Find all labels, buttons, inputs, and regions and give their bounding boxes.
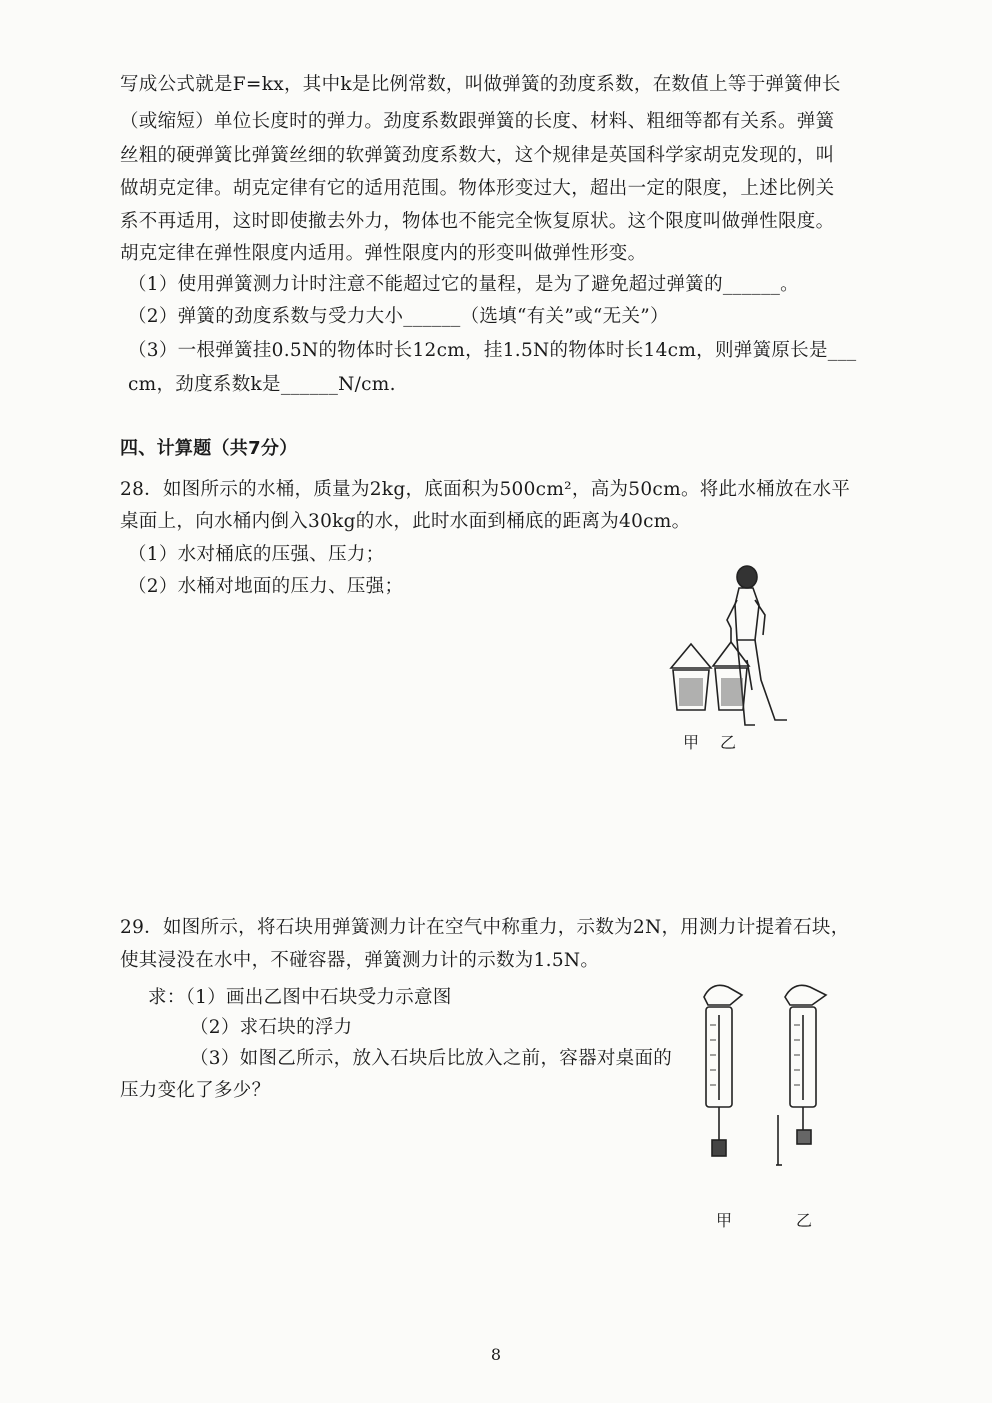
passage-line-5: 系不再适用，这时即使撤去外力，物体也不能完全恢复原状。这个限度叫做弹性限度。: [120, 211, 835, 232]
q27-sub1: （1）使用弹簧测力计时注意不能超过它的量程，是为了避免超过弹簧的______。: [128, 274, 799, 295]
q28-fig-label-b: 乙: [720, 733, 737, 752]
spring-scale-drawing: [690, 975, 840, 1190]
section-heading: 四、计算题（共7分）: [120, 438, 298, 459]
q28-line-2: 桌面上，向水桶内倒入30kg的水，此时水面到桶底的距离为40cm。: [120, 511, 691, 532]
q28-fig-label-a: 甲: [683, 733, 700, 752]
q28-sub1: （1）水对桶底的压强、压力；: [128, 544, 385, 565]
passage-line-2: （或缩短）单位长度时的弹力。劲度系数跟弹簧的长度、材料、粗细等都有关系。弹簧: [120, 111, 835, 132]
bucket-figure: [655, 560, 815, 735]
passage-line-1: 写成公式就是F=kx，其中k是比例常数，叫做弹簧的劲度系数，在数值上等于弹簧伸长: [120, 74, 841, 95]
q27-sub3b: cm，劲度系数k是______N/cm.: [128, 374, 396, 395]
q29-req3a: （3）如图乙所示，放入石块后比放入之前，容器对桌面的: [190, 1048, 673, 1069]
q29-req2: （2）求石块的浮力: [190, 1017, 353, 1038]
page-number: 8: [490, 1345, 502, 1364]
q29-line-1: 29．如图所示，将石块用弹簧测力计在空气中称重力，示数为2N，用测力计提着石块，: [120, 917, 850, 938]
q28-line-1: 28．如图所示的水桶，质量为2kg，底面积为500cm²，高为50cm。将此水桶放在水平: [120, 479, 851, 500]
passage-line-4: 做胡克定律。胡克定律有它的适用范围。物体形变过大，超出一定的限度，上述比例关: [120, 178, 835, 199]
q29-req3b: 压力变化了多少？: [120, 1080, 271, 1101]
spring-scale-figure: [690, 975, 840, 1190]
q29-req1: 求：（1）画出乙图中石块受力示意图: [148, 987, 452, 1008]
q29-fig-label-b: 乙: [796, 1211, 813, 1230]
passage-line-3: 丝粗的硬弹簧比弹簧丝细的软弹簧劲度系数大，这个规律是英国科学家胡克发现的，叫: [120, 145, 835, 166]
bucket-figure-drawing: [655, 560, 815, 735]
passage-line-6: 胡克定律在弹性限度内适用。弹性限度内的形变叫做弹性形变。: [120, 243, 647, 264]
q28-sub2: （2）水桶对地面的压力、压强；: [128, 576, 404, 597]
q27-sub2: （2）弹簧的劲度系数与受力大小______（选填“有关”或“无关”）: [128, 306, 669, 327]
q27-sub3a: （3）一根弹簧挂0.5N的物体时长12cm，挂1.5N的物体时长14cm，则弹簧原长是___: [128, 340, 857, 361]
q29-line-2: 使其浸没在水中，不碰容器，弹簧测力计的示数为1.5N。: [120, 950, 600, 971]
q29-fig-label-a: 甲: [716, 1211, 733, 1230]
